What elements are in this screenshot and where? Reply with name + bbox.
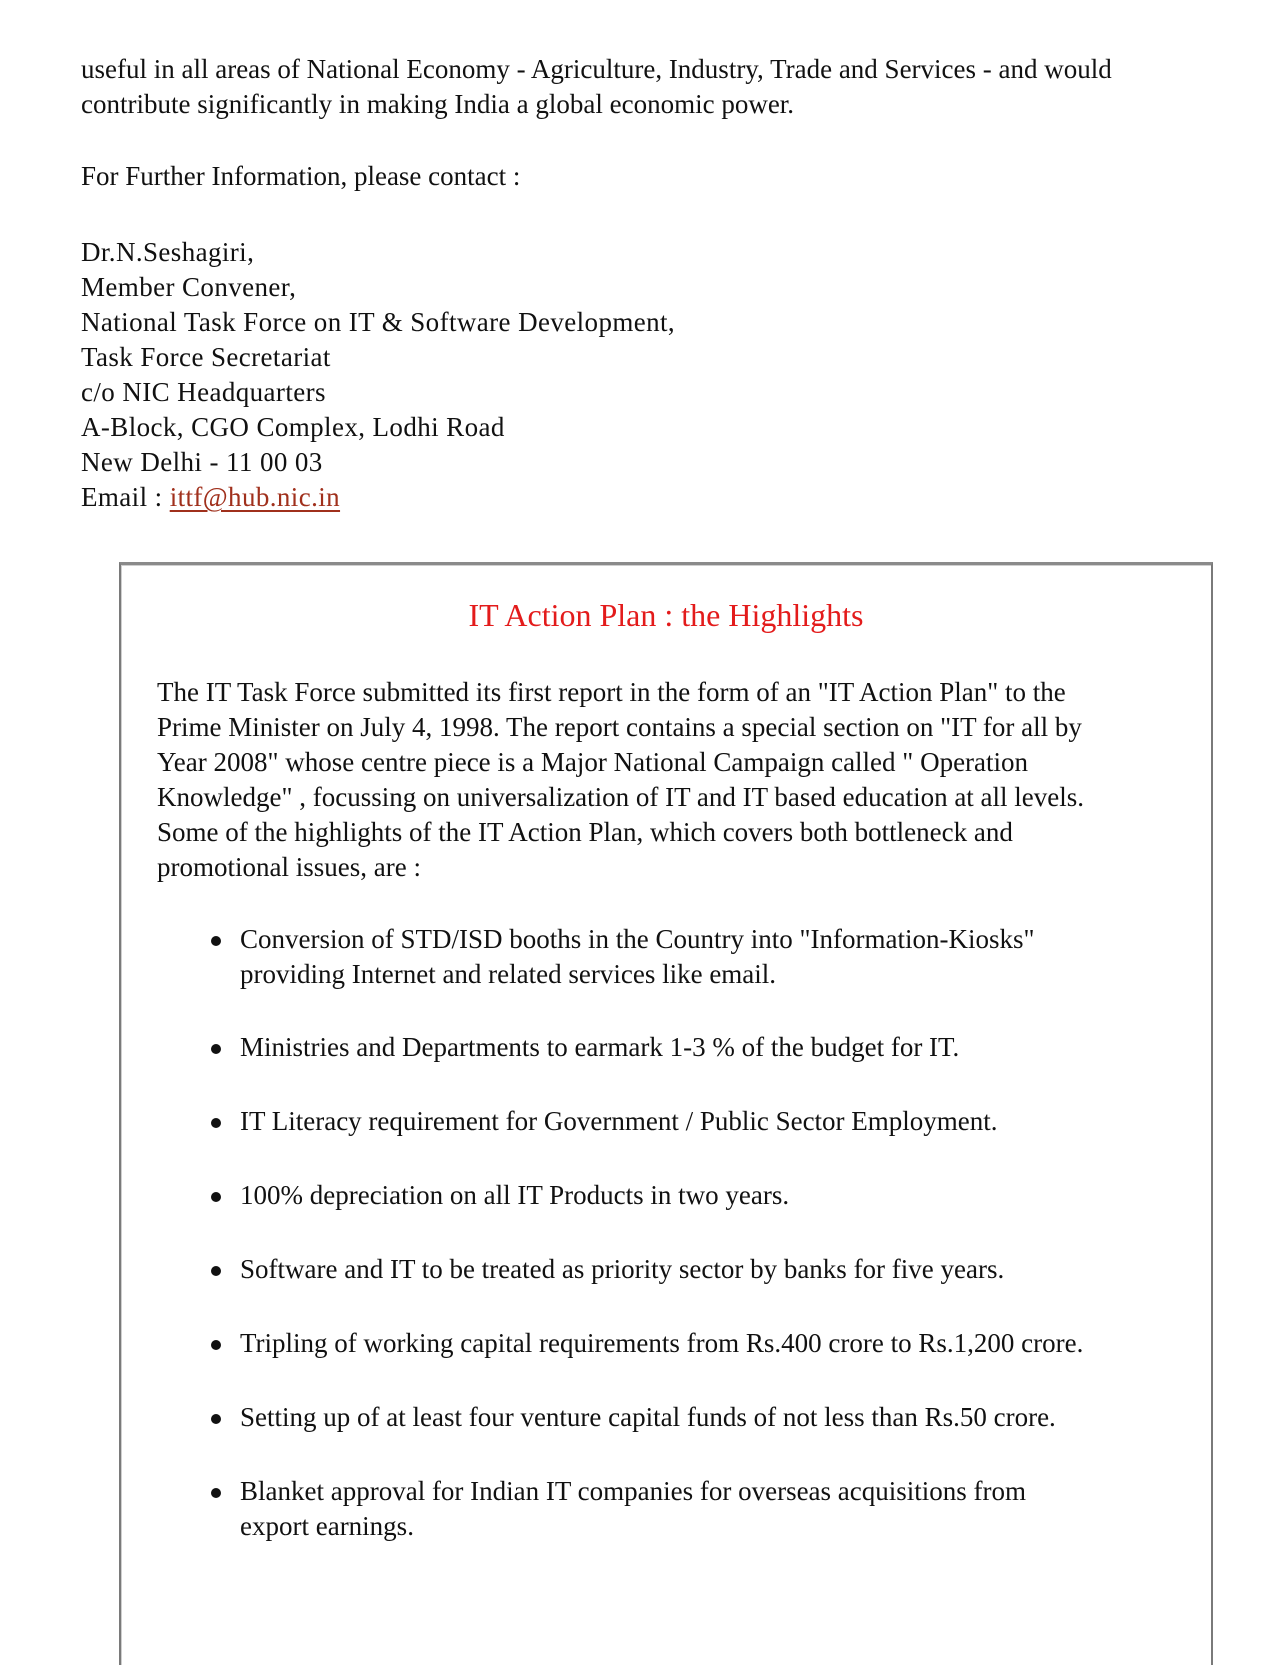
- contact-title: Member Convener,: [81, 272, 297, 302]
- paragraph-line: Knowledge" , focussing on universalization of IT and IT based education at all levels.: [157, 782, 1085, 812]
- bullet-icon: [211, 1414, 221, 1424]
- list-item: [157, 1104, 1187, 1139]
- further-info-text: For Further Information, please contact :: [81, 161, 521, 191]
- intro-line: contribute significantly in making India a global economic power.: [81, 89, 795, 119]
- list-item-line: export earnings.: [240, 1511, 414, 1541]
- bullet-icon: [211, 1266, 221, 1276]
- bullet-icon: [211, 1488, 221, 1498]
- list-item: [157, 1252, 1187, 1287]
- bullet-icon: [211, 1340, 221, 1350]
- contact-secretariat: Task Force Secretariat: [81, 342, 331, 372]
- list-item-line: Conversion of STD/ISD booths in the Country into "Information-Kiosks": [240, 924, 1035, 954]
- paragraph-line: The IT Task Force submitted its first report in the form of an "IT Action Plan" to the: [157, 677, 1066, 707]
- highlights-title: IT Action Plan : the Highlights: [468, 597, 864, 633]
- contact-address: A-Block, CGO Complex, Lodhi Road: [81, 412, 505, 442]
- list-item: [157, 1326, 1187, 1361]
- list-item: [157, 1400, 1187, 1435]
- list-item-line: Blanket approval for Indian IT companies for overseas acquisitions from: [240, 1476, 1027, 1506]
- contact-city: New Delhi - 11 00 03: [81, 447, 323, 477]
- paragraph-line: promotional issues, are :: [157, 852, 421, 882]
- bullet-icon: [211, 1044, 221, 1054]
- list-item-line: Setting up of at least four venture capital funds of not less than Rs.50 crore.: [240, 1402, 1056, 1432]
- bullet-icon: [211, 936, 221, 946]
- bullet-icon: [211, 1192, 221, 1202]
- highlights-box: [119, 562, 1213, 1665]
- list-item-line: Tripling of working capital requirements from Rs.400 crore to Rs.1,200 crore.: [240, 1328, 1084, 1358]
- paragraph-line: Prime Minister on July 4, 1998. The report contains a special section on "IT for all by: [157, 712, 1082, 742]
- list-item-line: 100% depreciation on all IT Products in two years.: [240, 1180, 790, 1210]
- list-item: [157, 922, 1187, 992]
- highlights-list: [157, 922, 1187, 1583]
- bullet-icon: [211, 1118, 221, 1128]
- paragraph-line: Some of the highlights of the IT Action Plan, which covers both bottleneck and: [157, 817, 1013, 847]
- paragraph-line: Year 2008" whose centre piece is a Major National Campaign called " Operation: [157, 747, 1029, 777]
- contact-email-row: [81, 480, 675, 515]
- list-item-line: IT Literacy requirement for Government / Public Sector Employment.: [240, 1106, 998, 1136]
- list-item-line: Ministries and Departments to earmark 1-3 % of the budget for IT.: [240, 1032, 960, 1062]
- intro-paragraph: [81, 52, 1261, 122]
- contact-block: [81, 235, 675, 515]
- highlights-intro-paragraph: [157, 675, 1182, 885]
- list-item: [157, 1030, 1187, 1065]
- list-item: [157, 1474, 1187, 1544]
- intro-line: useful in all areas of National Economy - Agriculture, Industry, Trade and Services - and would: [81, 54, 1112, 84]
- contact-org: National Task Force on IT & Software Development,: [81, 307, 676, 337]
- email-link[interactable]: ittf@hub.nic.in: [169, 482, 341, 512]
- contact-name: Dr.N.Seshagiri,: [81, 237, 255, 267]
- email-label: Email :: [81, 482, 170, 512]
- list-item-line: providing Internet and related services like email.: [240, 959, 777, 989]
- list-item-line: Software and IT to be treated as priority sector by banks for five years.: [240, 1254, 1005, 1284]
- list-item: [157, 1178, 1187, 1213]
- contact-care-of: c/o NIC Headquarters: [81, 377, 326, 407]
